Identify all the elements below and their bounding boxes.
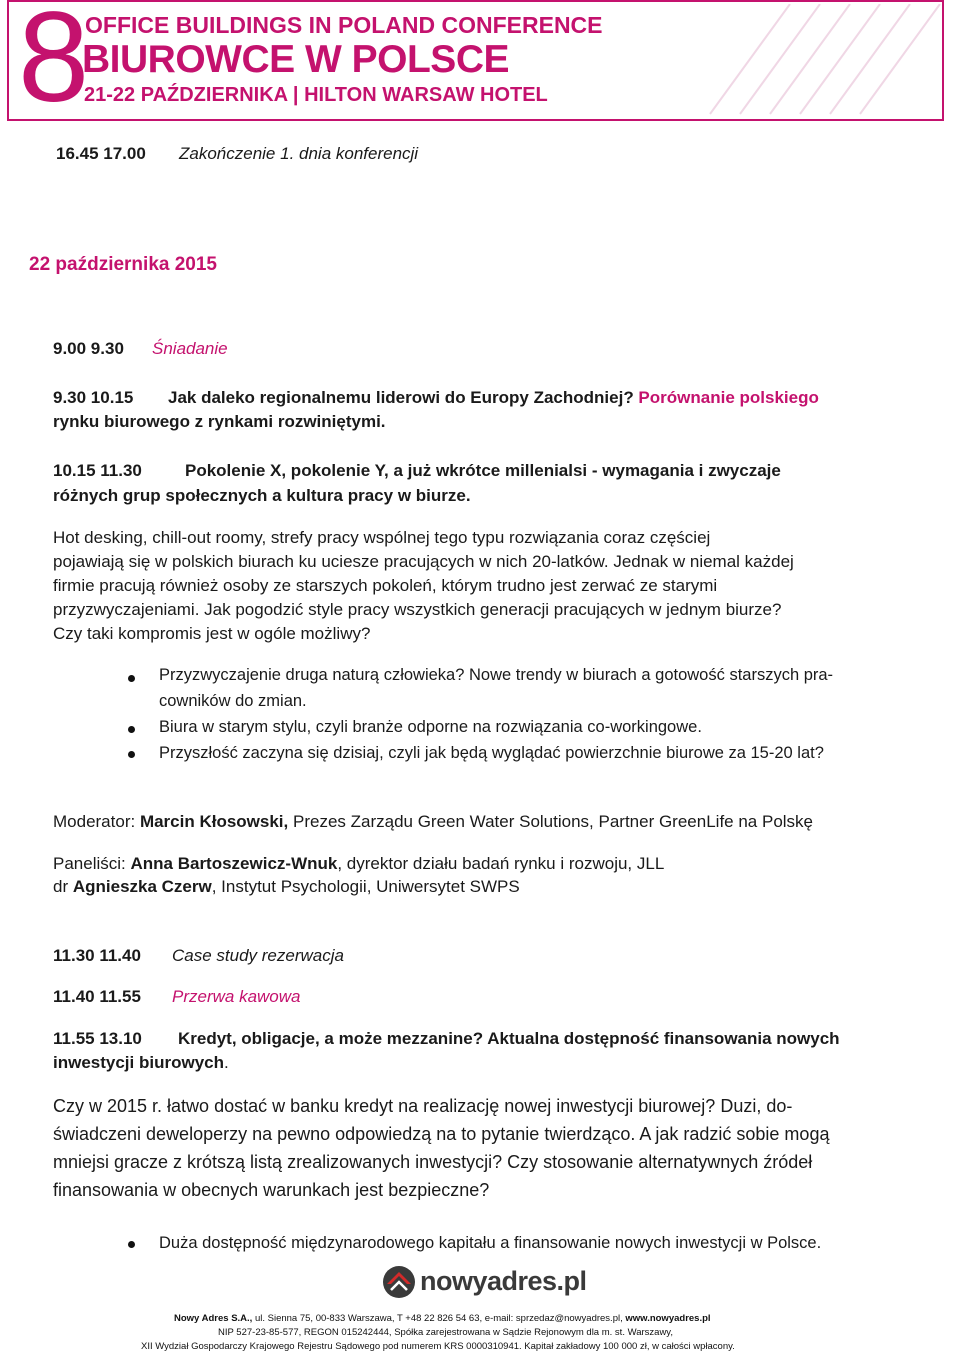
session2-desc-line: firmie pracują również osoby ze starszych pokoleń, którym trudno jest zerwać ze starymi — [53, 576, 718, 595]
panelist2-affiliation: , Instytut Psychologii, Uniwersytet SWPS — [211, 877, 520, 896]
session3-title-part3: inwestycji biurowych — [53, 1053, 224, 1072]
nowyadres-logo-icon — [381, 1264, 417, 1300]
session3-desc-line: finansowania w obecnych warunkach jest bezpieczne? — [53, 1180, 490, 1200]
banner-title-en: OFFICE BUILDINGS IN POLAND CONFERENCE — [85, 12, 603, 38]
session3-bullet: Duża dostępność międzynarodowego kapitału a finansowanie nowych inwestycji w Polsce. — [159, 1234, 822, 1252]
bullet-icon — [128, 726, 135, 733]
case-study-title: Case study rezerwacja — [172, 946, 344, 965]
session1-title-line2: rynku biurowego z rynkami rozwiniętymi. — [53, 412, 386, 431]
panelists-label: Paneliści: — [53, 854, 131, 873]
moderator-line — [53, 812, 813, 832]
panelist2-line — [53, 877, 520, 897]
footer-registration: NIP 527-23-85-577, REGON 015242444, Spółka zarejestrowana w Sądzie Rejonowym dla m. st. Warszawy, — [218, 1327, 673, 1338]
banner-title-pl: BIUROWCE W POLSCE — [82, 38, 509, 81]
case-study-time: 11.30 11.40 — [53, 946, 141, 965]
footer-contact: ul. Sienna 75, 00-833 Warszawa, T +48 22 826 54 63, e-mail: sprzedaz@nowyadres.pl, — [252, 1313, 626, 1324]
bullet-icon — [128, 675, 135, 682]
panelist1-affiliation: , dyrektor działu badań rynku i rozwoju, JLL — [337, 854, 665, 873]
end-day1-title: Zakończenie 1. dnia konferencji — [179, 144, 419, 163]
session3-title-part2: Aktualna dostępność finansowania nowych — [483, 1029, 840, 1048]
session3-title — [178, 1029, 840, 1049]
moderator-label: Moderator: — [53, 812, 140, 831]
banner-edition-number: 8 — [18, 0, 90, 129]
session3-title-line2 — [53, 1053, 229, 1073]
nowyadres-logo: nowyadres.pl — [420, 1266, 587, 1296]
coffee-break-title: Przerwa kawowa — [172, 987, 301, 1006]
session3-desc-line: Czy w 2015 r. łatwo dostać w banku kredyt na realizację nowej inwestycji biurowej? Duzi, do- — [53, 1096, 793, 1116]
panelist1-name: Anna Bartoszewicz-Wnuk — [130, 854, 338, 873]
session1-title-part1: Jak daleko regionalnemu liderowi do Europy Zachodniej? — [168, 388, 634, 407]
breakfast-title: Śniadanie — [152, 339, 228, 358]
panelist1-line — [53, 854, 664, 874]
session3-desc-line: mniejsi gracze z krótszą listą zrealizowanych inwestycji? Czy stosowanie alternatywnych źródeł — [53, 1152, 813, 1172]
session2-title: Pokolenie X, pokolenie Y, a już wkrótce millenialsi - wymagania i zwyczaje — [185, 461, 781, 480]
session3-title-part1: Kredyt, obligacje, a może mezzanine? — [178, 1029, 484, 1048]
panelist2-name: Agnieszka Czerw — [72, 877, 212, 896]
session3-desc-line: świadczeni deweloperzy na pewno odpowiedzą na to pytanie twierdząco. A jak radzić sobie mogą — [53, 1124, 830, 1144]
session1-title-part2: Porównanie polskiego — [633, 388, 819, 407]
panelist2-title: dr — [53, 877, 73, 896]
session1-time: 9.30 10.15 — [53, 388, 134, 407]
coffee-break-time: 11.40 11.55 — [53, 987, 141, 1006]
session3-time: 11.55 13.10 — [53, 1029, 142, 1048]
end-day1-time: 16.45 17.00 — [56, 144, 146, 163]
banner-decoration — [670, 4, 950, 116]
session2-bullet: Przyzwyczajenie druga naturą człowieka? Nowe trendy w biurach a gotowość starszych pra- — [159, 666, 834, 684]
session2-time: 10.15 11.30 — [53, 461, 142, 480]
footer-address — [174, 1313, 711, 1325]
session1-title — [168, 388, 819, 408]
session3-title-period: . — [224, 1053, 229, 1072]
session2-bullet: Przyszłość zaczyna się dzisiaj, czyli jak będą wyglądać powierzchnie biurowe za 15-20 lat? — [159, 744, 824, 762]
session2-bullet-cont: cowników do zmian. — [159, 692, 307, 710]
footer-company: Nowy Adres S.A., — [174, 1313, 253, 1324]
banner-date-venue: 21-22 PAŹDZIERNIKA | HILTON WARSAW HOTEL — [84, 84, 548, 106]
moderator-name: Marcin Kłosowski, — [139, 812, 289, 831]
session2-desc-line: pojawiają się w polskich biurach ku uciesze pracujących w nich 20-latków. Jednak w niemal każdej — [53, 552, 794, 571]
session2-bullet: Biura w starym stylu, czyli branże odporne na rozwiązania co-workingowe. — [159, 718, 702, 736]
moderator-affiliation: Prezes Zarządu Green Water Solutions, Partner GreenLife na Polskę — [288, 812, 813, 831]
day2-date: 22 października 2015 — [29, 254, 217, 275]
session2-desc-line: Czy taki kompromis jest w ogóle możliwy? — [53, 624, 371, 643]
session2-desc-line: Hot desking, chill-out roomy, strefy pracy wspólnej tego typu rozwiązania coraz częściej — [53, 528, 711, 547]
session2-desc-line: przyzwyczajeniami. Jak pogodzić style pracy wszystkich generacji pracujących w jednym biurze? — [53, 600, 782, 619]
session2-title-line2: różnych grup społecznych a kultura pracy w biurze. — [53, 486, 471, 505]
breakfast-time: 9.00 9.30 — [53, 339, 124, 358]
footer-capital: XII Wydział Gospodarczy Krajowego Rejestru Sądowego pod numerem KRS 0000310941. Kapitał zakładowy 100 000 zł, w całości wpłacony. — [141, 1341, 735, 1352]
footer-website-link[interactable]: www.nowyadres.pl — [625, 1313, 711, 1324]
bullet-icon — [128, 751, 135, 758]
bullet-icon — [128, 1241, 135, 1248]
